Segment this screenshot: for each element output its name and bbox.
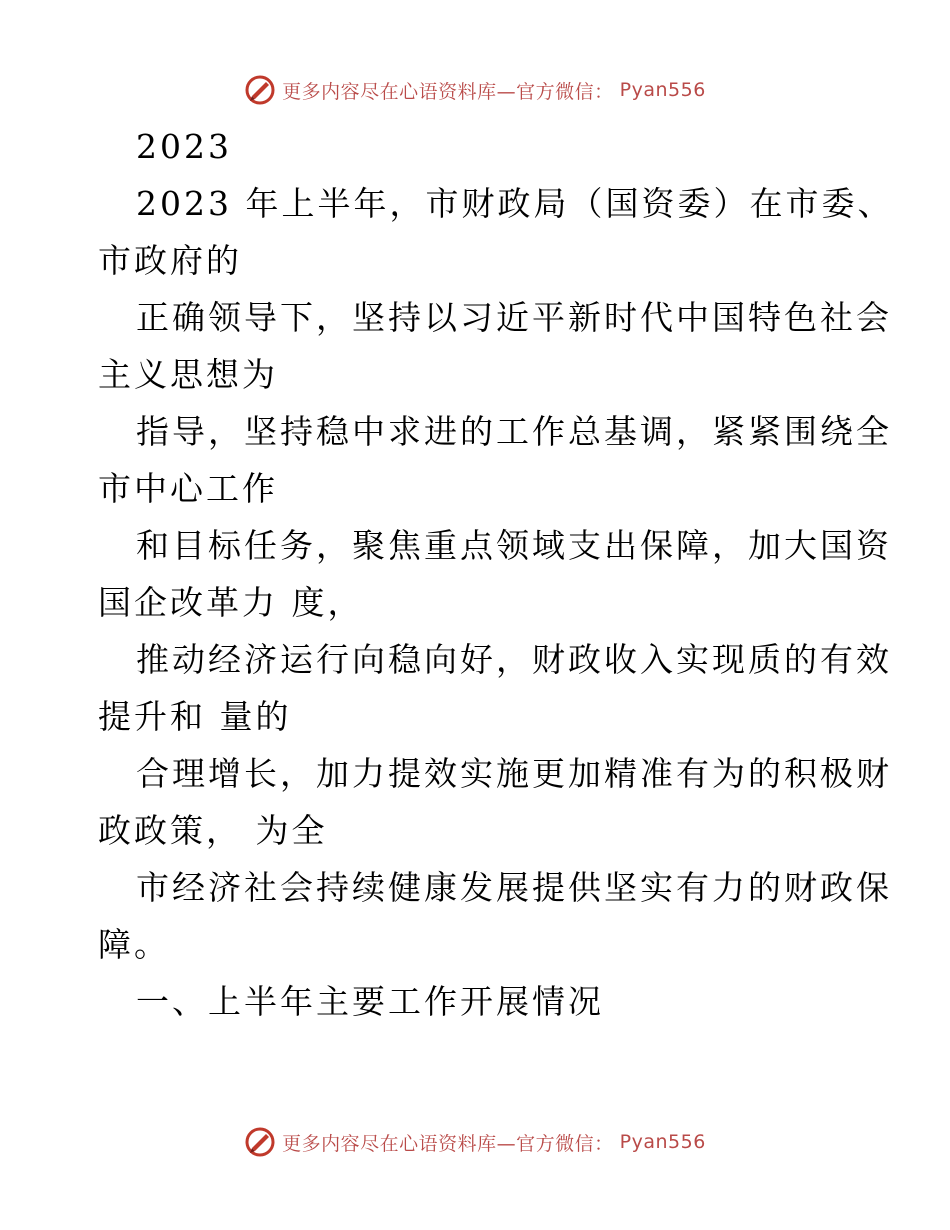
watermark-wechat-id: Pyan556 (619, 79, 706, 101)
watermark-wechat-id: Pyan556 (619, 1131, 706, 1153)
document-body (98, 118, 894, 1030)
document-line: 推动经济运行向稳向好，财政收入实现质的有效 (136, 640, 892, 679)
document-line: 政政策， 为全 (98, 811, 328, 850)
header-watermark (0, 74, 950, 106)
pen-logo-icon (244, 1126, 276, 1158)
document-line: 指导，坚持稳中求进的工作总基调，紧紧围绕全 (136, 412, 892, 451)
watermark-text: 更多内容尽在心语资料库—官方微信： (282, 80, 614, 103)
document-line: 市经济社会持续健康发展提供坚实有力的财政保 (136, 868, 892, 907)
watermark-text: 更多内容尽在心语资料库—官方微信： (282, 1132, 614, 1155)
footer-watermark (0, 1126, 950, 1158)
document-line: 提升和 量的 (98, 697, 292, 736)
document-line: 一、上半年主要工作开展情况 (136, 982, 604, 1021)
document-line: 合理增长，加力提效实施更加精准有为的积极财 (136, 754, 892, 793)
document-line: 市中心工作 (98, 469, 278, 508)
document-line: 2023 年上半年，市财政局（国资委）在市委、 (136, 184, 894, 223)
document-line: 和目标任务，聚焦重点领域支出保障，加大国资 (136, 526, 892, 565)
document-line: 正确领导下，坚持以习近平新时代中国特色社会 (136, 298, 892, 337)
document-line: 主义思想为 (98, 355, 278, 394)
document-line: 市政府的 (98, 241, 242, 280)
document-line: 2023 (136, 127, 232, 166)
pen-logo-icon (244, 74, 276, 106)
document-line: 障。 (98, 925, 170, 964)
document-line: 国企改革力 度， (98, 583, 364, 622)
